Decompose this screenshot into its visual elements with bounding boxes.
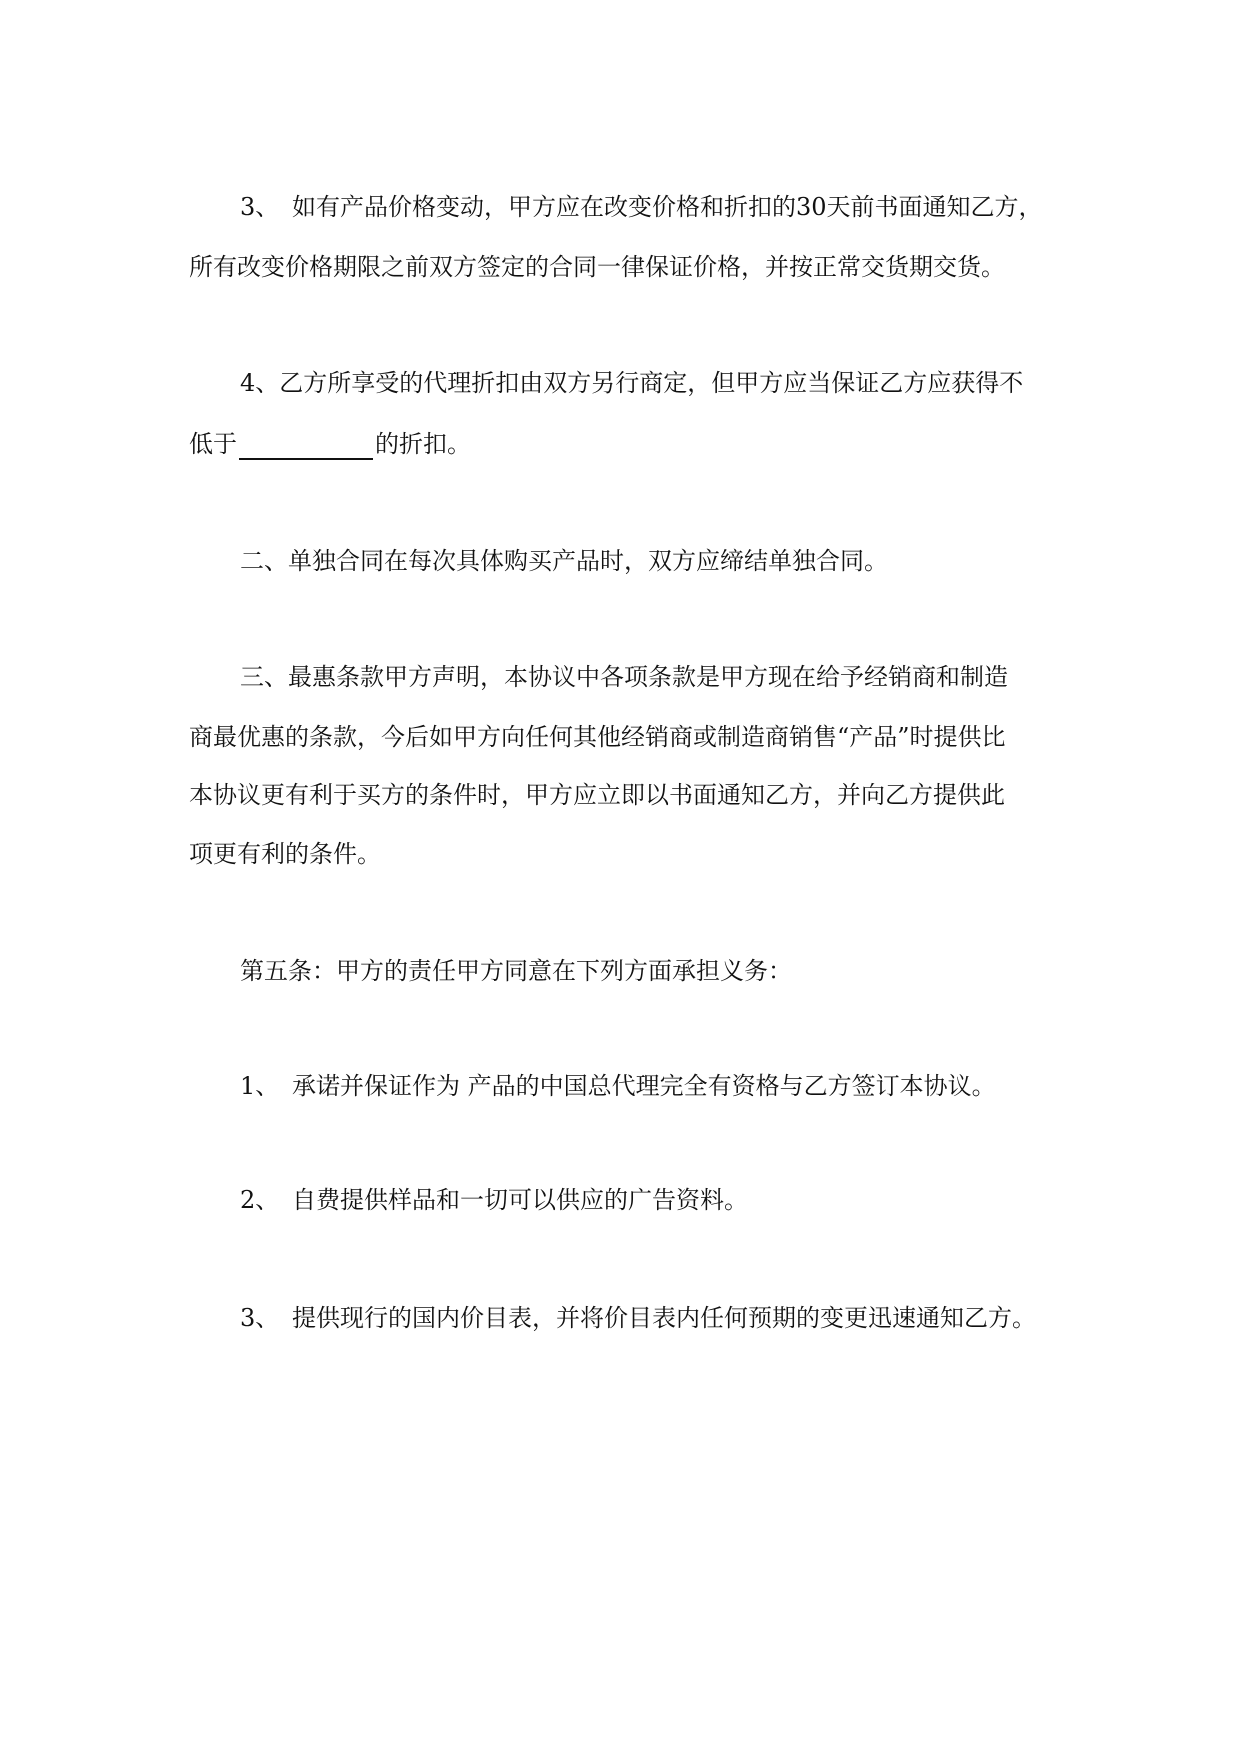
section-3-line-2: 商最优惠的条款，今后如甲方向任何其他经销商或制造商销售“产品”时提供比 (189, 723, 1006, 751)
clause-text: 如有产品价格变动，甲方应在改变价格和折扣的30天前书面通知乙方， (292, 193, 1043, 221)
clause-3-line-2: 所有改变价格期限之前双方签定的合同一律保证价格，并按正常交货期交货。 (189, 253, 1005, 281)
duty-2-line (240, 1184, 748, 1216)
duty-3-line (240, 1302, 1036, 1334)
article-5-heading: 第五条：甲方的责任甲方同意在下列方面承担义务： (240, 957, 792, 985)
duty-text: 承诺并保证作为 产品的中国总代理完全有资格与乙方签订本协议。 (292, 1072, 996, 1100)
duty-1-line (240, 1070, 996, 1102)
section-2-line-1: 二、单独合同在每次具体购买产品时，双方应缔结单独合同。 (240, 547, 888, 575)
section-3-line-3: 本协议更有利于买方的条件时，甲方应立即以书面通知乙方，并向乙方提供此 (189, 781, 1005, 809)
duty-number: 2、 (240, 1186, 280, 1214)
clause-text-prefix: 低于 (189, 430, 237, 458)
clause-text-suffix: 的折扣。 (375, 430, 471, 458)
duty-number: 3、 (240, 1304, 280, 1332)
section-3-line-4: 项更有利的条件。 (189, 840, 381, 868)
blank-fill-line (239, 430, 373, 460)
duty-text: 自费提供样品和一切可以供应的广告资料。 (292, 1186, 748, 1214)
section-3-line-1: 三、最惠条款甲方声明，本协议中各项条款是甲方现在给予经销商和制造 (240, 663, 1008, 691)
duty-text: 提供现行的国内价目表，并将价目表内任何预期的变更迅速通知乙方。 (292, 1304, 1036, 1332)
duty-number: 1、 (240, 1072, 280, 1100)
clause-number: 3、 (240, 193, 280, 221)
clause-4-line-1: 4、乙方所享受的代理折扣由双方另行商定，但甲方应当保证乙方应获得不 (240, 369, 1024, 397)
clause-3-line-1 (240, 191, 1043, 223)
clause-4-line-2 (189, 428, 471, 460)
